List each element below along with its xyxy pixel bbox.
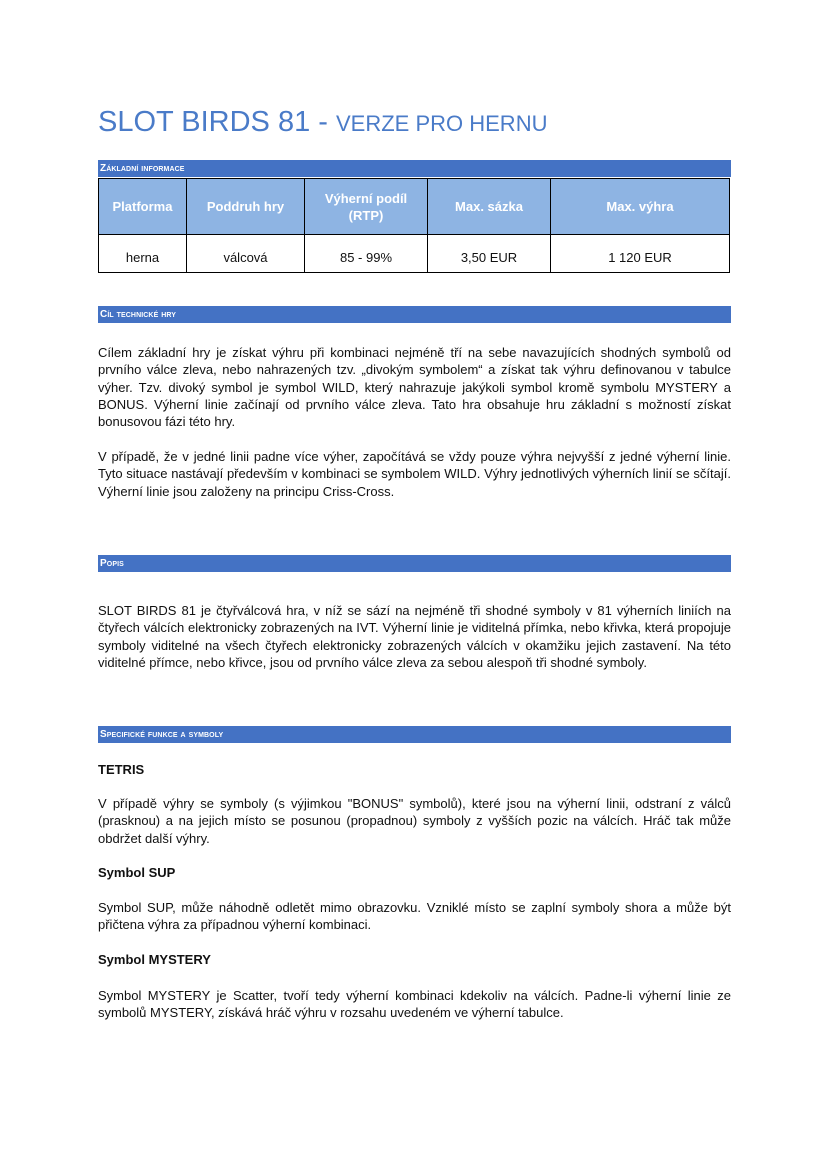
table-cell: herna [99, 235, 187, 273]
table-row [99, 235, 730, 273]
section-bar-description: Popis [98, 555, 731, 572]
feature-heading-tetris: TETRIS [98, 762, 145, 777]
table-header-cell: Max. sázka [428, 179, 551, 235]
table-cell: 85 - 99% [305, 235, 428, 273]
page-title [98, 104, 547, 142]
section-bar-features: Specifické funkce a symboly [98, 726, 731, 743]
table-cell: 3,50 EUR [428, 235, 551, 273]
info-table [98, 178, 730, 273]
section-bar-goal: Cíl technické hry [98, 306, 731, 323]
table-header-cell: Platforma [99, 179, 187, 235]
goal-paragraph-1: Cílem základní hry je získat výhru při kombinaci nejméně tří na sebe navazujících shodných symbolů od prvního válce zleva, nebo nahrazených tzv. „divokým symbolem“ a získat tak výhru definovanou v tabulce výher. Tzv. divoký symbol je symbol WILD, který nahrazuje jakýkoli symbol kromě symbolu MYSTERY a BONUS. Výherní linie začínají od prvního válce zleva. Tato hra obsahuje hru základní s možností získat bonusovou fázi této hry. [98, 345, 731, 430]
table-header-cell: Výherní podíl (RTP) [305, 179, 428, 235]
feature-text-tetris: V případě výhry se symboly (s výjimkou "BONUS" symbolů), které jsou na výherní linii, odstraní z válců (prasknou) a na jejich místo se posunou (propadnou) symboly z vyšších pozic na válcích. Hráč tak může obdržet další výhry. [98, 796, 731, 846]
section-bar-basic-info: Základní informace [98, 160, 731, 177]
title-main: SLOT BIRDS 81 - [98, 106, 336, 138]
feature-heading-sup: Symbol SUP [98, 865, 176, 880]
feature-text-mystery: Symbol MYSTERY je Scatter, tvoří tedy výherní kombinaci kdekoliv na válcích. Padne-li výherní linie ze symbolů MYSTERY, získává hráč výhru v rozsahu uvedeném ve výherní tabulce. [98, 988, 731, 1021]
description-paragraph: SLOT BIRDS 81 je čtyřválcová hra, v níž se sází na nejméně tři shodné symboly v 81 výherních liniích na čtyřech válcích elektronicky zobrazených na IVT. Výherní linie je viditelná přímka, nebo křivka, která propojuje symboly viditelné na všech čtyřech elektronicky zobrazených válcích v okamžiku jejich zastavení. Na této viditelné přímce, nebo křivce, jsou od prvního válce zleva za sebou alespoň tři shodné symboly. [98, 603, 731, 670]
table-header-cell: Poddruh hry [187, 179, 305, 235]
goal-paragraph-2: V případě, že v jedné linii padne více výher, započítává se vždy pouze výhra nejvyšší z jedné výherní linie. Tyto situace nastávají především v kombinaci se symbolem WILD. Výhry jednotlivých výherních linií se sčítají. Výherní linie jsou založeny na principu Criss-Cross. [98, 449, 731, 499]
feature-heading-mystery: Symbol MYSTERY [98, 952, 211, 967]
title-subtitle: VERZE PRO HERNU [336, 111, 548, 136]
table-cell: 1 120 EUR [551, 235, 730, 273]
table-cell: válcová [187, 235, 305, 273]
table-header-row [99, 179, 730, 235]
feature-text-sup: Symbol SUP, může náhodně odletět mimo obrazovku. Vzniklé místo se zaplní symboly shora a může být přičtena výhra za případnou výherní kombinaci. [98, 900, 731, 933]
table-header-cell: Max. výhra [551, 179, 730, 235]
